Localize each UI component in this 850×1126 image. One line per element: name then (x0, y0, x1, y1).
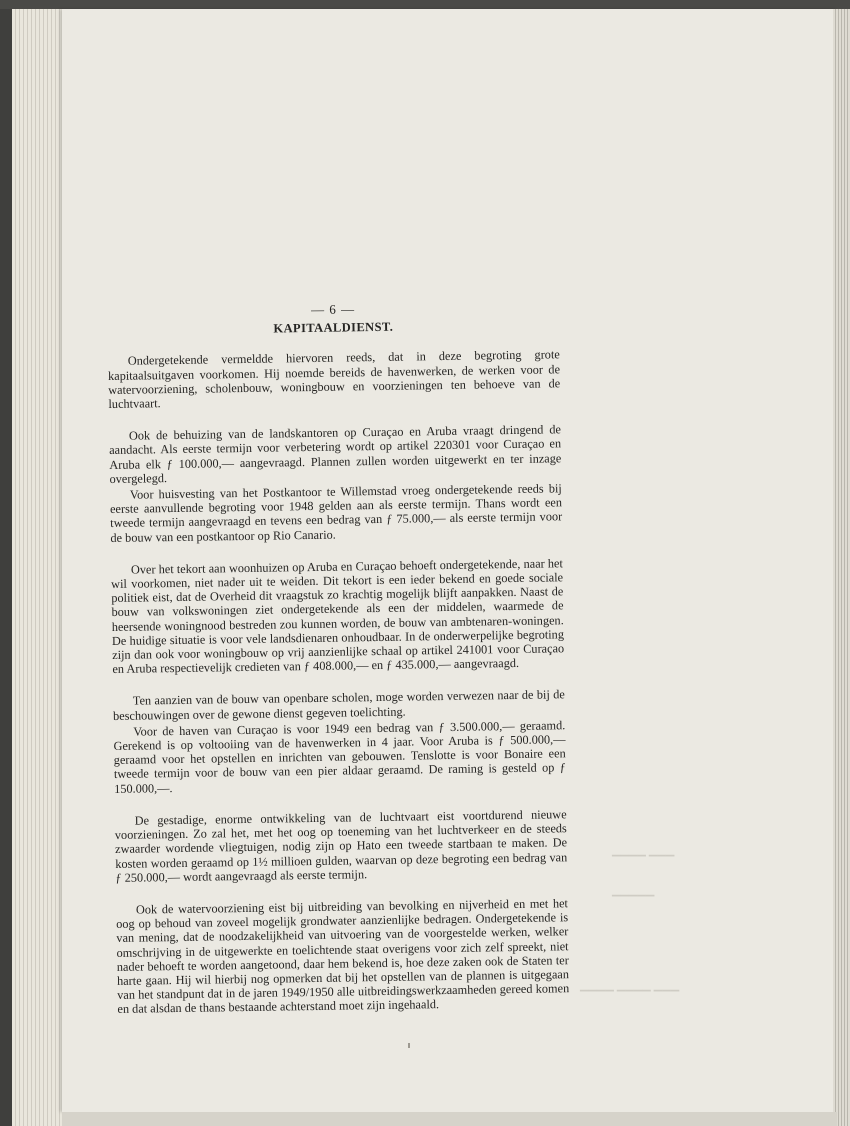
paragraph-postkantoor: Voor huisvesting van het Postkantoor te Willemstad vroeg ondergetekende reeds bij eerste aanvullende begroting voor 1948 gelden aan als eerste termijn. Thans wordt een tweede termijn aangevraagd en tevens een bedrag van ƒ 75.000,— als eerste termijn voor de bouw van een postkantoor op Rio Canario. (109, 481, 563, 545)
paragraph-havens: Voor de haven van Curaçao is voor 1949 een bedrag van ƒ 3.500.000,— geraamd. Gerekend is op voltooiing van de havenwerken in 4 jaar. Voor Aruba is ƒ 500.000,— geraamd voor het opstellen en inrichten van gebouwen. Tenslotte is voor Bonaire een tweede termijn voor de bouw van een pier aldaar geraamd. De raming is gesteld op ƒ 150.000,—. (113, 718, 567, 796)
bleed-through-text: ▔▔▔▔▔ (612, 896, 655, 908)
section-title: KAPITAALDIENST. (273, 319, 394, 336)
paragraph-landskantoren: Ook de behuizing van de landskantoren op Curaçao en Aruba vraagt dringend de aandacht. Als eerste termijn voor verbetering wordt op artikel 220301 voor Curaçao en Aruba elk ƒ 100.000,— aangevraagd. Plannen zullen worden uitgewerkt en ter inzage overgelegd. (109, 422, 562, 486)
document-body (107, 299, 569, 1016)
page-number: — 6 — (310, 301, 356, 317)
paragraph-woningbouw: Over het tekort aan woonhuizen op Aruba en Curaçao behoeft ondergetekende, naar het wil voorkomen, niet nader uit te weiden. Dit tekort is een ieder bekend en goede sociale politiek eist, dat de Overheid dit vraagstuk zo krachtig mogelijk blijft aanpakken. Naast de bouw van volkswoningen ziet ondergetekende als een der middelen, waarmede de heersende woningnood bestreden zou kunnen worden, de bouw van ambtenaren-woningen. De huidige situatie is voor vele landsdienaren onhoudbaar. In de onderwerpelijke begroting zijn dan ook voor woningbouw op vrij aanzienlijke schaal op artikel 241001 voor Curaçao en Aruba respectievelijk credieten van ƒ 408.000,— en ƒ 435.000,— aangevraagd. (111, 556, 565, 677)
scan-mark (408, 1043, 410, 1048)
bleed-through-text: ▔▔▔▔ ▔▔▔▔ ▔▔▔ (580, 991, 680, 1003)
scan-top-border (0, 0, 850, 9)
paragraph-intro: Ondergetekende vermeldde hiervoren reeds, dat in deze begroting grote kapitaalsuitgaven voorkomen. Hij noemde bereids de havenwerken, de werken voor de watervoorziening, scholenbouw, woningbouw en voorzieningen ten behoeve van de luchtvaart. (107, 347, 561, 412)
paragraph-watervoorziening: Ook de watervoorziening eist bij uitbreiding van bevolking en nijverheid en met het oog op behoud van zoveel mogelijk grondwater aanzienlijke bedragen. Ondergetekende is van mening, dat de noodzakelijkheid van uitvoering van de voorgestelde werken, welker omschrijving in de uitgewerkte en toelichtende staat overigens voor zich zelf spreekt, niet nader behoeft te worden aangetoond, daar hem bekend is, hoe deze zaken ook de Staten ter harte gaan. Hij wil hierbij nog opmerken dat bij het opstellen van de plannen is uitgegaan van het standpunt dat in de jaren 1949/1950 alle uitbreidingswerkzaamheden gereed komen en dat alsdan de thans bestaande achterstand moet zijn ingehaald. (116, 896, 570, 1017)
page-right-edge (833, 9, 850, 1126)
bleed-through-text: ▔▔▔▔ ▔▔▔ (612, 856, 675, 868)
paragraph-scholen: Ten aanzien van de bouw van openbare scholen, moge worden verwezen naar de bij de beschouwingen over de gewone dienst gegeven toelichting. (112, 687, 565, 723)
paragraph-luchtvaart: De gestadige, enorme ontwikkeling van de luchtvaart eist voortdurend nieuwe voorzieningen. Zo zal het, met het oog op toeneming van het luchtverkeer en de steeds zwaarder wordende vliegtuigen, nodig zijn op Hato een tweede startbaan te maken. De kosten worden geraamd op 1½ millioen gulden, waarvan op deze begroting een bedrag van ƒ 250.000,— wordt aangevraagd als eerste termijn. (114, 807, 568, 885)
page-bottom-edge (62, 1112, 837, 1126)
